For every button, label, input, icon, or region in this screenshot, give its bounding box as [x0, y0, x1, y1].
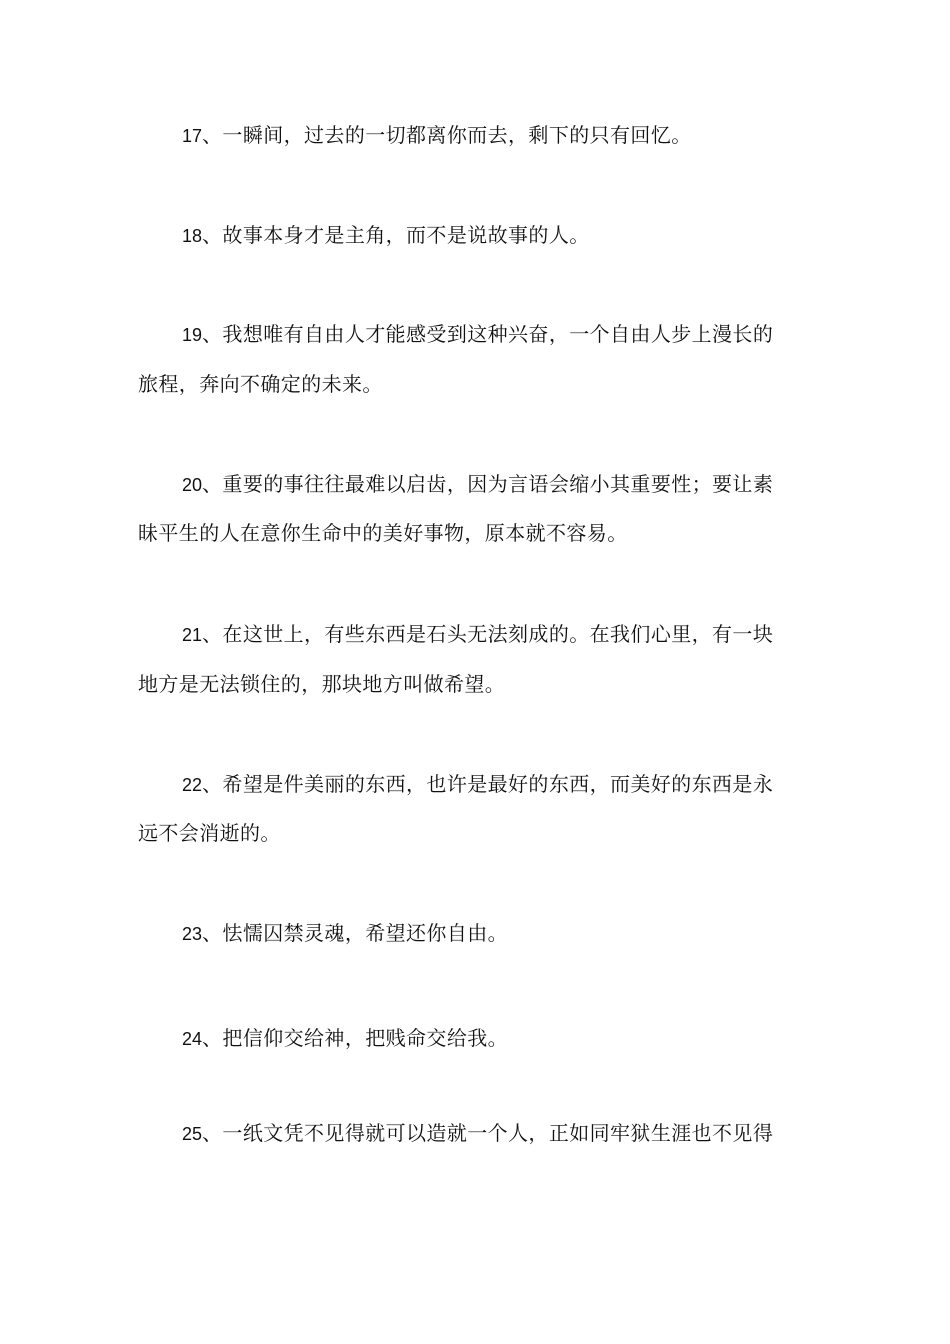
quote-number: 19	[182, 325, 203, 345]
quote-20-line-1	[182, 472, 773, 497]
quote-number: 24	[182, 1029, 203, 1049]
quote-23-line-1	[182, 921, 508, 946]
quote-22-line-1	[182, 772, 773, 797]
quote-text: 、一纸文凭不见得就可以造就一个人，正如同牢狱生涯也不见得	[202, 1121, 774, 1145]
quote-text: 、把信仰交给神，把贱命交给我。	[202, 1026, 509, 1050]
quote-number: 25	[182, 1124, 203, 1144]
quote-20-line-2: 昧平生的人在意你生命中的美好事物，原本就不容易。	[138, 521, 628, 545]
quote-25-line-1	[182, 1121, 773, 1146]
quote-number: 22	[182, 775, 203, 795]
quote-18-line-1	[182, 223, 590, 248]
quote-text: 、在这世上，有些东西是石头无法刻成的。在我们心里，有一块	[202, 622, 774, 646]
quote-17-line-1	[182, 123, 692, 148]
quote-number: 21	[182, 625, 203, 645]
quote-text: 、故事本身才是主角，而不是说故事的人。	[202, 223, 590, 247]
quote-24-line-1	[182, 1026, 508, 1051]
quote-text: 、一瞬间，过去的一切都离你而去，剩下的只有回忆。	[202, 123, 692, 147]
quote-number: 18	[182, 226, 203, 246]
quote-number: 23	[182, 924, 203, 944]
quote-text: 、希望是件美丽的东西，也许是最好的东西，而美好的东西是永	[202, 772, 774, 796]
quote-number: 17	[182, 126, 203, 146]
quote-number: 20	[182, 475, 203, 495]
quote-21-line-2: 地方是无法锁住的，那块地方叫做希望。	[138, 672, 506, 696]
quote-text: 、重要的事往往最难以启齿，因为言语会缩小其重要性；要让素	[202, 472, 774, 496]
quote-21-line-1	[182, 622, 773, 647]
quote-19-line-2: 旅程，奔向不确定的未来。	[138, 372, 383, 396]
quote-19-line-1	[182, 322, 773, 347]
quote-22-line-2: 远不会消逝的。	[138, 821, 281, 845]
quote-text: 、怯懦囚禁灵魂，希望还你自由。	[202, 921, 509, 945]
quote-text: 、我想唯有自由人才能感受到这种兴奋，一个自由人步上漫长的	[202, 322, 774, 346]
